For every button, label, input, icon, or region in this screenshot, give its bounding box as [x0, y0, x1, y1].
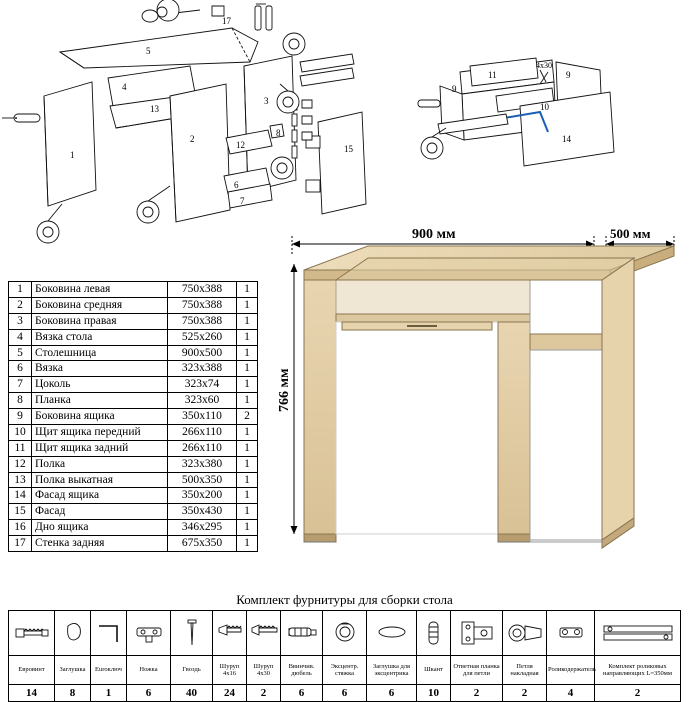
- part-qty: 2: [237, 409, 258, 425]
- part-number: 15: [9, 504, 32, 520]
- nail-icon: [171, 611, 213, 656]
- kit-count: 14: [9, 685, 55, 702]
- part-name: Боковина правая: [32, 313, 168, 329]
- table-row: [9, 393, 258, 409]
- part-number: 5: [9, 345, 32, 361]
- part-name: Дно ящика: [32, 520, 168, 536]
- part-number: 6: [9, 361, 32, 377]
- part-number: 4: [9, 329, 32, 345]
- part-qty: 1: [237, 536, 258, 552]
- part-number: 13: [9, 472, 32, 488]
- screw-in-dowel-icon: [281, 611, 323, 656]
- part-number: 11: [9, 440, 32, 456]
- kit-label: Заглушка для эксцентрика: [367, 656, 417, 685]
- part-size: 525x260: [168, 329, 237, 345]
- part-size: 500x350: [168, 472, 237, 488]
- part-name: Стенка задняя: [32, 536, 168, 552]
- svg-text:12: 12: [236, 140, 245, 150]
- svg-text:6: 6: [234, 180, 239, 190]
- kit-label: Петля накладная: [503, 656, 547, 685]
- part-name: Планка: [32, 393, 168, 409]
- table-row: [9, 472, 258, 488]
- svg-text:15: 15: [344, 144, 353, 154]
- kit-count: 40: [171, 685, 213, 702]
- kit-count: 24: [213, 685, 247, 702]
- part-size: 266x110: [168, 440, 237, 456]
- svg-text:4: 4: [122, 82, 127, 92]
- part-size: 750x388: [168, 297, 237, 313]
- part-size: 323x388: [168, 361, 237, 377]
- kit-label: Euroключ: [91, 656, 127, 685]
- part-size: 900x500: [168, 345, 237, 361]
- table-row: [9, 329, 258, 345]
- kit-label: Комплект роликовых направляющих L=350мм: [595, 656, 681, 685]
- part-size: 323x74: [168, 377, 237, 393]
- part-qty: 1: [237, 456, 258, 472]
- svg-text:4x30: 4x30: [536, 61, 552, 70]
- table-row: [9, 361, 258, 377]
- kit-count: 6: [323, 685, 367, 702]
- kit-count: 2: [451, 685, 503, 702]
- svg-text:5: 5: [146, 46, 151, 56]
- kit-count: 6: [127, 685, 171, 702]
- part-name: Полка: [32, 456, 168, 472]
- part-name: Щит ящика передний: [32, 424, 168, 440]
- part-name: Фасад ящика: [32, 488, 168, 504]
- kit-count: 6: [281, 685, 323, 702]
- table-row: [9, 313, 258, 329]
- allen-key-icon: [91, 611, 127, 656]
- euro-screw-icon: [9, 611, 55, 656]
- part-qty: 1: [237, 345, 258, 361]
- part-qty: 1: [237, 504, 258, 520]
- table-row: [9, 440, 258, 456]
- dimension-width: 900 мм: [412, 227, 456, 242]
- part-number: 3: [9, 313, 32, 329]
- kit-count: 2: [503, 685, 547, 702]
- svg-text:1: 1: [70, 150, 75, 160]
- svg-text:2: 2: [190, 134, 195, 144]
- part-size: 346x295: [168, 520, 237, 536]
- part-qty: 1: [237, 393, 258, 409]
- kit-count: 4: [547, 685, 595, 702]
- part-qty: 1: [237, 377, 258, 393]
- part-qty: 1: [237, 472, 258, 488]
- table-row: [9, 345, 258, 361]
- eccentric-tie-icon: [323, 611, 367, 656]
- screw-4x30-icon: [247, 611, 281, 656]
- part-qty: 1: [237, 297, 258, 313]
- part-qty: 1: [237, 440, 258, 456]
- svg-text:7: 7: [240, 196, 245, 206]
- svg-text:9: 9: [452, 84, 457, 94]
- right-exploded-diagram: [418, 58, 614, 166]
- screw-4x16-icon: [213, 611, 247, 656]
- part-size: 675x350: [168, 536, 237, 552]
- part-number: 14: [9, 488, 32, 504]
- part-size: 350x200: [168, 488, 237, 504]
- part-name: Фасад: [32, 504, 168, 520]
- kit-label: Шкант: [417, 656, 451, 685]
- hinge-icon: [503, 611, 547, 656]
- left-exploded-diagram: [2, 0, 366, 243]
- table-row: [9, 297, 258, 313]
- hardware-kit-title: Комплект фурнитуры для сборки стола: [236, 592, 453, 607]
- part-number: 1: [9, 282, 32, 298]
- kit-count: 1: [91, 685, 127, 702]
- table-row: [9, 504, 258, 520]
- hardware-kit-table: [8, 610, 681, 702]
- part-name: Столешница: [32, 345, 168, 361]
- hinge-plate-icon: [451, 611, 503, 656]
- kit-label: Ножка: [127, 656, 171, 685]
- kit-label: Заглушка: [55, 656, 91, 685]
- kit-label: Шуруп 4x16: [213, 656, 247, 685]
- part-number: 12: [9, 456, 32, 472]
- slide-rails-icon: [595, 611, 681, 656]
- table-row: [9, 520, 258, 536]
- table-row: [9, 409, 258, 425]
- table-row: [9, 488, 258, 504]
- kit-count: 6: [367, 685, 417, 702]
- part-name: Щит ящика задний: [32, 440, 168, 456]
- kit-label: Роликодержатель: [547, 656, 595, 685]
- svg-text:17: 17: [222, 16, 231, 26]
- part-name: Вязка стола: [32, 329, 168, 345]
- svg-text:9: 9: [566, 70, 571, 80]
- kit-label: Эксцентр. стяжка: [323, 656, 367, 685]
- part-name: Вязка: [32, 361, 168, 377]
- kit-label: Гвоздь: [171, 656, 213, 685]
- roller-holder-icon: [547, 611, 595, 656]
- part-size: 750x388: [168, 313, 237, 329]
- part-size: 350x110: [168, 409, 237, 425]
- desk-dimensioned-view: [262, 222, 689, 572]
- part-number: 16: [9, 520, 32, 536]
- part-size: 350x430: [168, 504, 237, 520]
- part-size: 266x110: [168, 424, 237, 440]
- part-number: 8: [9, 393, 32, 409]
- exploded-assembly-diagrams: [0, 0, 689, 245]
- kit-count: 10: [417, 685, 451, 702]
- part-name: Боковина ящика: [32, 409, 168, 425]
- dimension-height: 766 мм: [277, 368, 292, 412]
- kit-label: Ввинчив. дюбель: [281, 656, 323, 685]
- svg-text:11: 11: [488, 70, 497, 80]
- svg-text:3: 3: [264, 96, 269, 106]
- table-row: [9, 377, 258, 393]
- eccentric-cap-icon: [367, 611, 417, 656]
- part-number: 9: [9, 409, 32, 425]
- svg-text:8: 8: [276, 128, 281, 138]
- part-qty: 1: [237, 329, 258, 345]
- part-qty: 1: [237, 488, 258, 504]
- part-name: Боковина левая: [32, 282, 168, 298]
- part-size: 323x380: [168, 456, 237, 472]
- dimension-depth: 500 мм: [610, 226, 651, 241]
- part-qty: 1: [237, 361, 258, 377]
- cap-icon: [55, 611, 91, 656]
- svg-text:10: 10: [540, 102, 549, 112]
- part-number: 7: [9, 377, 32, 393]
- kit-label: Евровинт: [9, 656, 55, 685]
- table-row: [9, 282, 258, 298]
- part-size: 323x60: [168, 393, 237, 409]
- part-qty: 1: [237, 282, 258, 298]
- kit-label: Ответная планка для петли: [451, 656, 503, 685]
- table-row: [9, 456, 258, 472]
- foot-icon: [127, 611, 171, 656]
- svg-text:14: 14: [562, 134, 571, 144]
- part-qty: 1: [237, 313, 258, 329]
- part-size: 750x388: [168, 282, 237, 298]
- svg-text:13: 13: [150, 104, 159, 114]
- kit-count: 2: [247, 685, 281, 702]
- kit-count: 8: [55, 685, 91, 702]
- part-name: Цоколь: [32, 377, 168, 393]
- part-number: 17: [9, 536, 32, 552]
- table-row: [9, 424, 258, 440]
- part-qty: 1: [237, 520, 258, 536]
- part-name: Боковина средняя: [32, 297, 168, 313]
- part-qty: 1: [237, 424, 258, 440]
- kit-label: Шуруп 4x30: [247, 656, 281, 685]
- parts-table: [8, 281, 258, 552]
- dowel-icon: [417, 611, 451, 656]
- part-number: 10: [9, 424, 32, 440]
- table-row: [9, 536, 258, 552]
- kit-count: 2: [595, 685, 681, 702]
- part-number: 2: [9, 297, 32, 313]
- part-name: Полка выкатная: [32, 472, 168, 488]
